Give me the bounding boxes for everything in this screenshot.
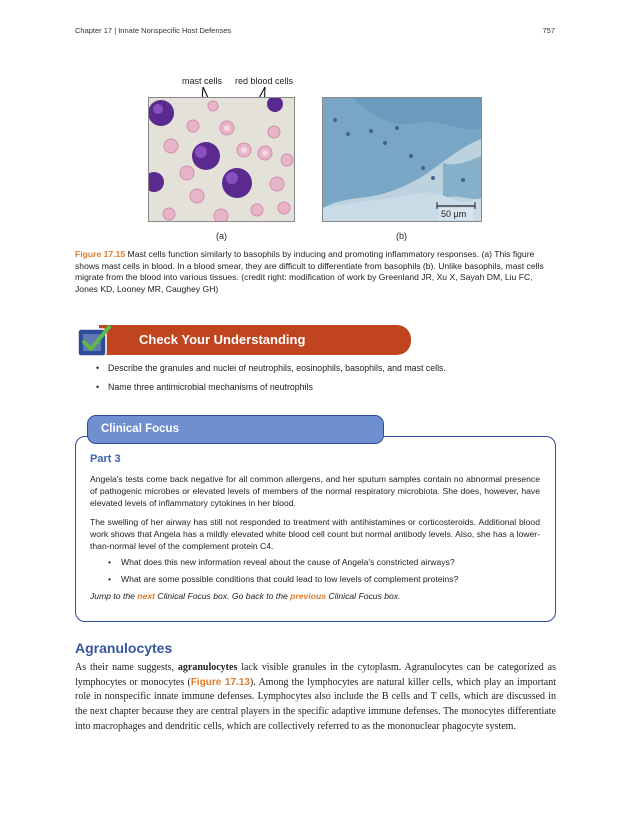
- figure-label: Figure 17.15: [75, 249, 126, 259]
- clinical-focus-part: Part 3: [90, 453, 121, 465]
- check-understanding-bar: [99, 325, 411, 355]
- clinical-focus-tab: [87, 415, 384, 444]
- section-body: [75, 661, 556, 735]
- clinical-focus-questions: [108, 557, 538, 591]
- running-head: Chapter 17 | Innate Nonspecific Host Defenses: [75, 26, 232, 35]
- clinical-focus-navigation: [90, 591, 401, 601]
- callout-mast-cells: mast cells: [182, 76, 223, 86]
- page-number: 757: [542, 26, 555, 35]
- next-clinical-focus-link[interactable]: next: [137, 591, 155, 601]
- panel-label-a: (a): [216, 231, 227, 241]
- micrograph-blood-smear: [148, 97, 295, 222]
- jump-middle: Clinical Focus box. Go back to the: [154, 591, 291, 601]
- check-understanding-title: Check Your Understanding: [139, 332, 306, 347]
- clinical-focus-paragraph-2: The swelling of her airway has still not responded to treatment with antihistamines or corticosteroids. Additional blood work shows that Angela has a mildly elevated white blood cell count but normal antibody levels. Also, she has a lower-than-normal level of the complement protein C4.: [90, 517, 540, 551]
- clinical-focus-paragraph-1: Angela's tests come back negative for all common allergens, and her sputum samples contain no abnormal presence of pathogenic microbes or elevated levels of members of the normal respiratory microbiota. She does, however, have elevated levels of inflammatory cytokines in her blood.: [90, 474, 540, 508]
- panel-label-b: (b): [396, 231, 407, 241]
- micrograph-tissue-section: [322, 97, 482, 222]
- body-text: lack visible granules in the cytoplasm. Agranulocytes can be categorized as lymphocytes or monocytes (: [75, 662, 556, 688]
- body-text: ). Among the lymphocytes are natural killer cells, which play an important role in nonspecific innate immune defenses. Lymphocytes also include the B cells and T cells, which are discussed in the next chapter because they are central players in the specific adaptive immune defenses. The monocytes differentiate into macrophages and dendritic cells, which are collectively referred to as the mononuclear phagocyte system.: [75, 676, 557, 732]
- figure-caption: [75, 249, 555, 295]
- figure-caption-text: Mast cells function similarly to basophils by inducing and promoting inflammatory responses. (a) This figure shows mast cells in blood. In a blood smear, they are difficult to differentiate from basophils (b). Unlike basophils, mast cells migrate from the blood into various tissues. (credit right: modification of work by Greenland JR, Xu X, Sayah DM, Liu FC, Jones KD, Looney MR, Caughey GH): [75, 249, 544, 294]
- check-understanding-banner: [77, 324, 411, 356]
- list-item: • What does this new information reveal about the cause of Angela's constricted airways?: [108, 557, 538, 568]
- scale-bar-label: 50 µm: [441, 209, 467, 219]
- previous-clinical-focus-link[interactable]: previous: [290, 591, 326, 601]
- list-item: • Describe the granules and nuclei of neutrophils, eosinophils, basophils, and mast cells.: [96, 363, 546, 374]
- list-item: • Name three antimicrobial mechanisms of neutrophils: [96, 382, 546, 393]
- body-text: As their name suggests,: [75, 662, 178, 673]
- checkbox-check-icon: [77, 324, 111, 358]
- key-term: agranulocytes: [177, 662, 238, 673]
- figure-reference-link[interactable]: Figure 17.13: [190, 676, 250, 688]
- check-understanding-list: [96, 363, 546, 401]
- clinical-focus-title: Clinical Focus: [101, 423, 179, 435]
- list-item: • What are some possible conditions that could lead to low levels of complement proteins?: [108, 574, 538, 585]
- section-heading: Agranulocytes: [75, 640, 173, 656]
- callout-red-blood-cells: red blood cells: [235, 76, 294, 86]
- jump-suffix: Clinical Focus box.: [325, 591, 401, 601]
- jump-prefix: Jump to the: [90, 591, 138, 601]
